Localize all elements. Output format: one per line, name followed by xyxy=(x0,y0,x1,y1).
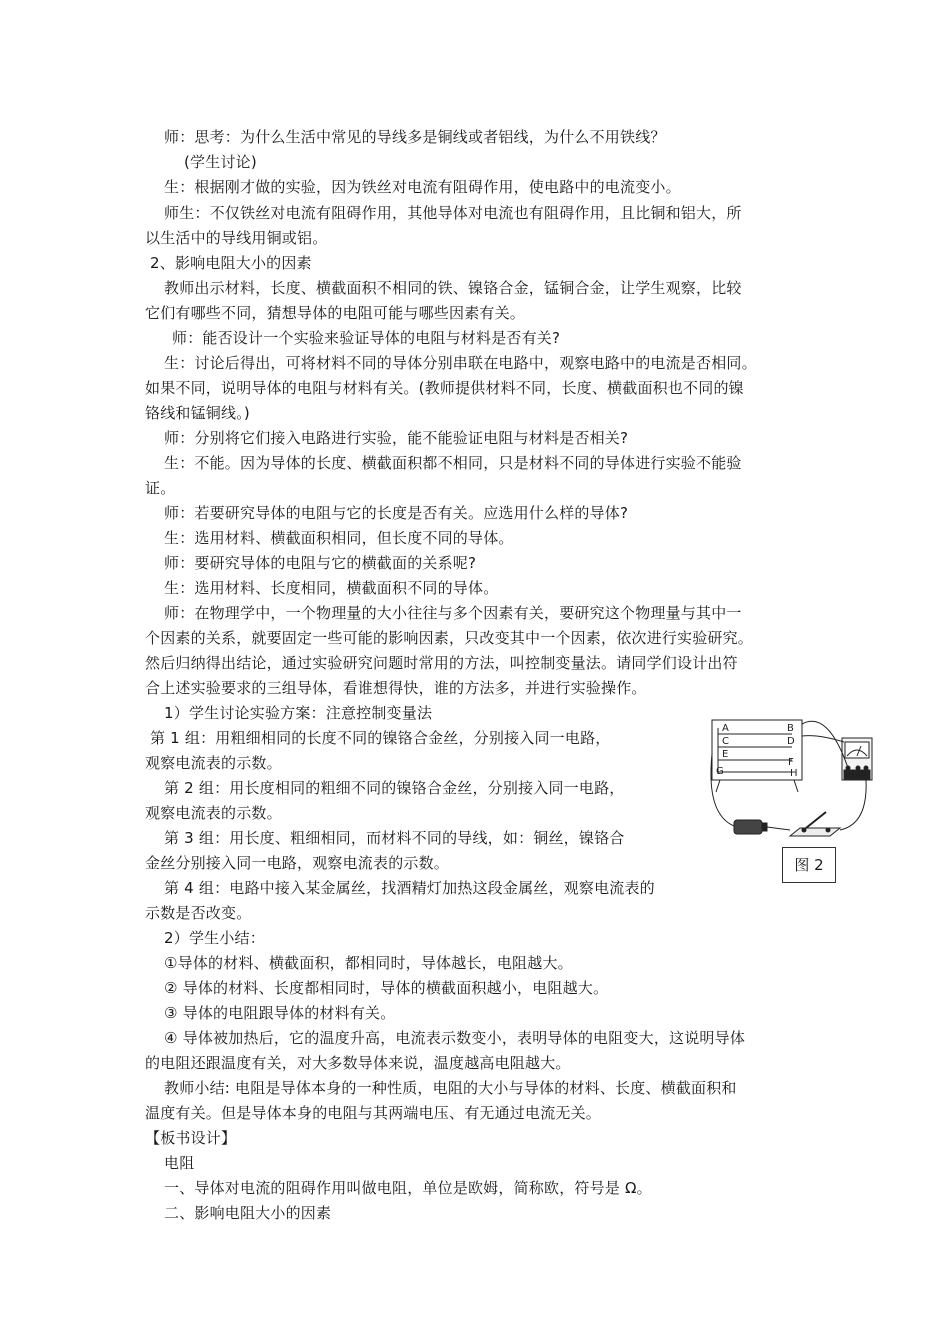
text-line: 师：能否设计一个实验来验证导体的电阻与材料是否有关? xyxy=(172,329,561,347)
text-line: 如果不同，说明导体的电阻与材料有关。(教师提供材料不同，长度、横截面积也不同的镍 xyxy=(145,379,744,397)
text-line: 师：若要研究导体的电阻与它的长度是否有关。应选用什么样的导体? xyxy=(164,504,629,522)
text-line: 师：要研究导体的电阻与它的横截面的关系呢? xyxy=(164,554,477,572)
section-heading: 2、影响电阻大小的因素 xyxy=(150,254,312,272)
text-line: 2）学生小结： xyxy=(164,929,265,947)
board-label-g: G xyxy=(716,766,724,777)
board-label-c: C xyxy=(722,736,729,747)
switch xyxy=(790,812,840,836)
text-line: 一、导体对电流的阻碍作用叫做电阻，单位是欧姆，简称欧，符号是 Ω。 xyxy=(164,1179,652,1197)
text-line: 1）学生讨论实验方案：注意控制变量法 xyxy=(164,704,433,722)
text-line: 然后归纳得出结论，通过实验研究问题时常用的方法，叫控制变量法。请同学们设计出符 xyxy=(145,654,738,672)
battery xyxy=(734,820,767,834)
text-line: ④ 导体被加热后，它的温度升高，电流表示数变小，表明导体的电阻变大，这说明导体 xyxy=(164,1029,746,1047)
text-line: 证。 xyxy=(145,479,176,497)
text-line: 生：讨论后得出，可将材料不同的导体分别串联在电路中，观察电路中的电流是否相同。 xyxy=(164,354,757,372)
board-label-b: B xyxy=(787,723,794,734)
text-line: ② 导体的材料、长度都相同时，导体的横截面积越小，电阻越大。 xyxy=(164,979,609,997)
text-line: 教师出示材料，长度、横截面积不相同的铁、镍铬合金，锰铜合金，让学生观察，比较 xyxy=(164,279,742,297)
ammeter xyxy=(842,738,872,780)
text-line: 温度有关。但是导体本身的电阻与其两端电压、有无通过电流无关。 xyxy=(145,1104,602,1122)
board-label-e: E xyxy=(722,749,729,760)
text-line: 铬线和锰铜线。) xyxy=(145,404,250,422)
text-line: (学生讨论) xyxy=(184,153,257,171)
text-line: 金丝分别接入同一电路，观察电流表的示数。 xyxy=(145,854,450,872)
board-label-a: A xyxy=(722,723,729,734)
text-line: 合上述实验要求的三组导体，看谁想得快，谁的方法多，并进行实验操作。 xyxy=(145,679,647,697)
text-line: 以生活中的导线用铜或铝。 xyxy=(145,229,328,247)
text-line: 第 3 组：用长度、粗细相同，而材料不同的导线，如：铜丝，镍铬合 xyxy=(164,829,625,847)
text-line: 师：分别将它们接入电路进行实验，能不能验证电阻与材料是否相关? xyxy=(164,429,629,447)
board-label-h: H xyxy=(790,768,798,779)
text-line: 第 1 组：用粗细相同的长度不同的镍铬合金丝，分别接入同一电路， xyxy=(150,729,611,747)
text-line: 观察电流表的示数。 xyxy=(145,754,282,772)
text-line: 示数是否改变。 xyxy=(145,904,252,922)
text-line: 生：选用材料、横截面积相同，但长度不同的导体。 xyxy=(164,529,514,547)
text-line: 电阻 xyxy=(164,1154,195,1172)
text-line: 教师小结: 电阻是导体本身的一种性质，电阻的大小与导体的材料、长度、横截面积和 xyxy=(164,1079,737,1097)
text-line: 二、影响电阻大小的因素 xyxy=(164,1204,332,1222)
figure-caption: 图 2 xyxy=(782,847,836,883)
text-line: 第 4 组：电路中接入某金属丝，找酒精灯加热这段金属丝，观察电流表的 xyxy=(164,879,655,897)
text-line: 个因素的关系，就要固定一些可能的影响因素，只改变其中一个因素，依次进行实验研究。 xyxy=(145,629,754,647)
text-line: 它们有哪些不同，猜想导体的电阻可能与哪些因素有关。 xyxy=(145,304,526,322)
text-line: 的电阻还跟温度有关，对大多数导体来说，温度越高电阻越大。 xyxy=(145,1054,571,1072)
circuit-diagram xyxy=(708,714,874,844)
text-line: 生：选用材料、长度相同，横截面积不同的导体。 xyxy=(164,579,499,597)
text-line: 生：不能。因为导体的长度、横截面积都不相同，只是材料不同的导体进行实验不能验 xyxy=(164,454,742,472)
text-line: 师：思考：为什么生活中常见的导线多是铜线或者铝线，为什么不用铁线？ xyxy=(164,128,666,146)
board-label-d: D xyxy=(787,736,795,747)
text-line: 第 2 组：用长度相同的粗细不同的镍铬合金丝，分别接入同一电路， xyxy=(164,779,625,797)
text-line: ③ 导体的电阻跟导体的材料有关。 xyxy=(164,1004,396,1022)
section-heading: 【板书设计】 xyxy=(145,1129,237,1147)
text-line: 师：在物理学中，一个物理量的大小往往与多个因素有关，要研究这个物理量与其中一 xyxy=(164,604,742,622)
text-line: 观察电流表的示数。 xyxy=(145,804,282,822)
text-line: 师生：不仅铁丝对电流有阻碍作用，其他导体对电流也有阻碍作用，且比铜和铝大，所 xyxy=(164,204,742,222)
board-label-f: F xyxy=(788,757,794,768)
text-line: ①导体的材料、横截面积，都相同时，导体越长，电阻越大。 xyxy=(164,954,573,972)
text-line: 生：根据刚才做的实验，因为铁丝对电流有阻碍作用，使电路中的电流变小。 xyxy=(164,178,681,196)
